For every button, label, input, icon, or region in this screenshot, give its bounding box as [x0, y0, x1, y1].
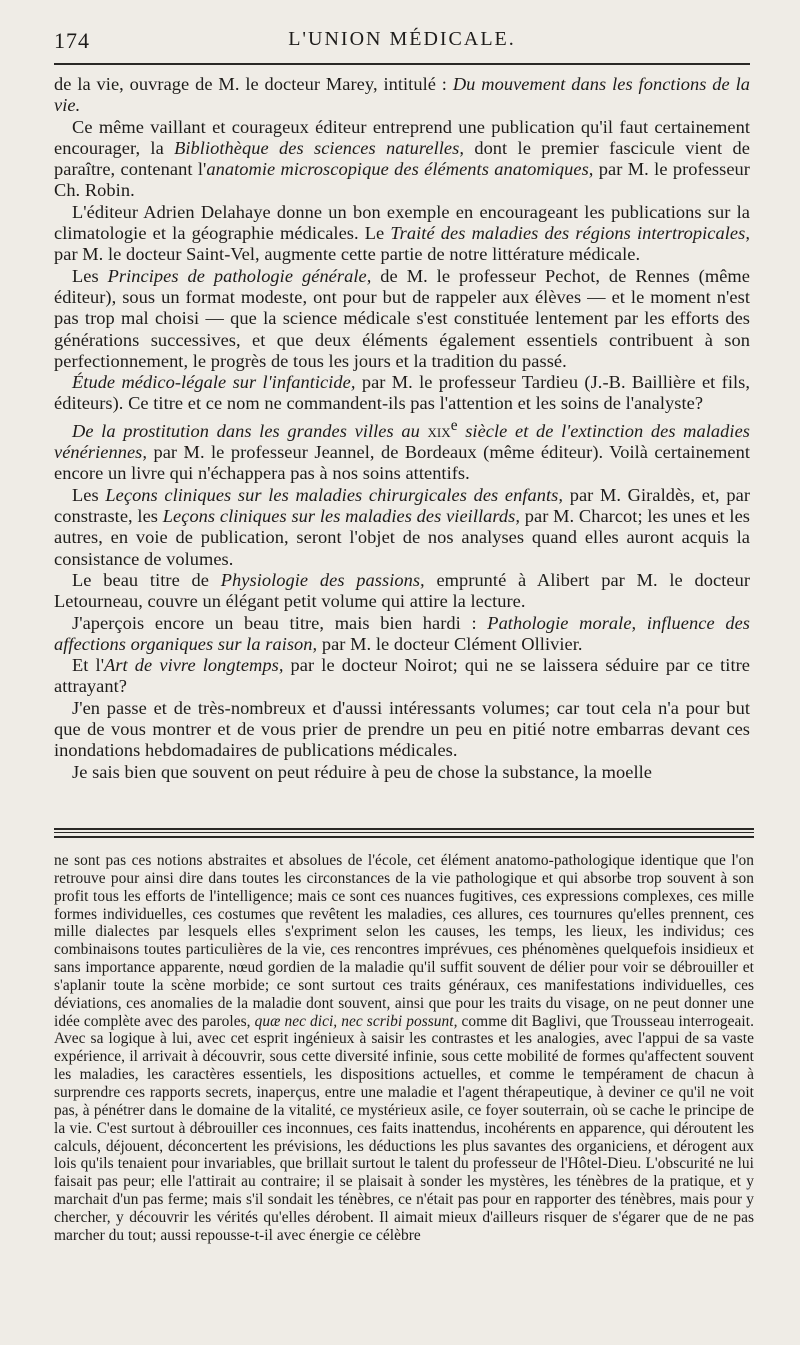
paragraph-volumes: J'en passe et de très-nombreux et d'aussi intéressants volumes; car tout cela n'a pour but que de vous montrer et de vous prier de prendre un peu en pitié notre embarras devant ces inondations hebdomadaires de publications médicales. [54, 697, 750, 761]
paragraph-letourneau: Le beau titre de Physiologie des passions, emprunté à Alibert par M. le docteur Letourneau, couvre un élégant petit volume qui attire la lecture. [54, 569, 750, 612]
paragraph-marey: de la vie, ouvrage de M. le docteur Marey, intitulé : Du mouvement dans les fonctions de la vie. [54, 74, 750, 116]
header-rule [54, 63, 750, 65]
paragraph-bibliotheque: Ce même vaillant et courageux éditeur entreprend une publication qu'il faut certainement encourager, la Bibliothèque des sciences naturelles, dont le premier fascicule vient de paraître, contenant l'anatomie microscopique des éléments anatomiques, par M. le professeur Ch. Robin. [54, 116, 750, 201]
paragraph-moelle: Je sais bien que souvent on peut réduire à peu de chose la substance, la moelle [72, 761, 653, 782]
feuilleton-paragraph: ne sont pas ces notions abstraites et absolues de l'école, cet élément anatomo-pathologique identique que l'on retrouve pour ainsi dire dans toutes les circonstances de la vie pathologique et qui absorbe trop souvent à son profit tous les efforts de l'intelligence; mais ce sont ces nuances fugitives, ces expressions complexes, ces mille formes individuelles, ces costumes que revêtent les maladies, ces allures, ces tournures qu'elles prennent, ces mille dialectes par lesquels elles s'expriment selon les causes, les temps, les lieux, les individus; ces combinaisons toutes particulières de la vie, ces rencontres imprévues, ces phénomènes quelquefois insidieux et sans importance apparente, nœud gordien de la maladie qu'il suffit souvent de délier pour voir se débrouiller et s'aplanir toute la scène morbide; ce sont surtout ces traits généraux, ces manifestations individuelles, ces déviations, ces anomalies de la maladie dont souvent, ainsi que pour les traits du visage, on ne peut donner une idée complète avec des paroles, quæ nec dici, nec scribi possunt, comme dit Baglivi, que Trousseau interrogeait. Avec sa logique à lui, avec cet esprit ingénieux à saisir les contrastes et les analogies, avec l'appui de sa vaste expérience, il arrivait à découvrir, sous cette diversité infinie, sous cette mobilité de formes qu'affectent souvent les maladies, les caractères essentiels, les dispositions actuelles, et comme le tempérament de chacun à surprendre ces rapports secrets, inaperçus, entre une maladie et l'agent thérapeutique, à deviner ce qu'il ne voit pas, à pénétrer dans le domaine de la vitalité, ce mystérieux asile, ce foyer souterrain, où se cache le principe de la vie. C'est surtout à débrouiller ces inconnues, ces faits inattendus, incohérents en apparence, qui déroutent les calculs, déjouent, déconcertent les prévisions, les déductions les plus savantes des organiciens, et dérogent aux lois qu'ils tenaient pour invariables, que brillait surtout le talent du professeur de l'Hôtel-Dieu. L'obscurité ne lui faisait pas peur; elle l'attirait au contraire; il se plaisait à sonder les mystères, les ténèbres de la pratique, et y marchait d'un pas ferme; mais s'il sondait les ténèbres, ce n'était pas pour en rapporter des ténèbres, mais pour y chercher, y découvrir les vérités qu'elles dérobent. Il aimait mieux d'ailleurs risquer de s'égarer que de ne pas marcher du tout; aussi repousse-t-il avec énergie ce célèbre [54, 852, 754, 1244]
journal-title: L'UNION MÉDICALE. [288, 28, 516, 50]
paragraph-jeannel: De la prostitution dans les grandes villes au xix$^e$ siècle et de l'extinction des maladies vénériennes, par M. le professeur Jeannel, de Bordeaux (même éditeur). Voilà certainement encore un livre qui n'échappera pas à nos soins attentifs. [54, 416, 750, 484]
page-number: 174 [54, 28, 90, 53]
paragraph-giraldes-charcot: Les Leçons cliniques sur les maladies chirurgicales des enfants, par M. Giraldès, et, par constraste, les Leçons cliniques sur les maladies des vieillards, par M. Charcot; les unes et les autres, en voie de publication, seront l'objet de nos analyses quand elles auront acquis la consistance de volumes. [54, 484, 750, 569]
feuilleton-separator [54, 828, 754, 838]
paragraph-noirot: Et l'Art de vivre longtemps, par le docteur Noirot; qui ne se laissera séduire par ce titre attrayant? [54, 655, 750, 697]
paragraph-delahaye: L'éditeur Adrien Delahaye donne un bon exemple en encourageant les publications sur la climatologie et la géographie médicales. Le Traité des maladies des régions intertropicales, par M. le docteur Saint-Vel, augmente cette partie de notre littérature médicale. [54, 201, 750, 265]
paragraph-tardieu: Étude médico-légale sur l'infanticide, par M. le professeur Tardieu (J.-B. Baillière et fils, éditeurs). Ce titre et ce nom ne commandent-ils pas l'attention et les soins de l'analyste? [54, 372, 750, 414]
main-column [54, 74, 750, 783]
paragraph-pechot: Les Principes de pathologie générale, de M. le professeur Pechot, de Rennes (même éditeur), sous un format modeste, ont pour but de rappeler aux élèves — et le moment n'est pas trop mal choisi — que la science médicale s'est constituée lentement par les efforts des générations successives, et que deux éléments également essentiels contribuent à son perfectionnement, le progrès de tous les jours et la tradition du passé. [54, 265, 750, 371]
paragraph-ollivier: J'aperçois encore un beau titre, mais bien hardi : Pathologie morale, influence des affections organiques sur la raison, par M. le docteur Clément Ollivier. [54, 612, 750, 654]
running-head [54, 28, 750, 58]
feuilleton-text [54, 852, 754, 1245]
